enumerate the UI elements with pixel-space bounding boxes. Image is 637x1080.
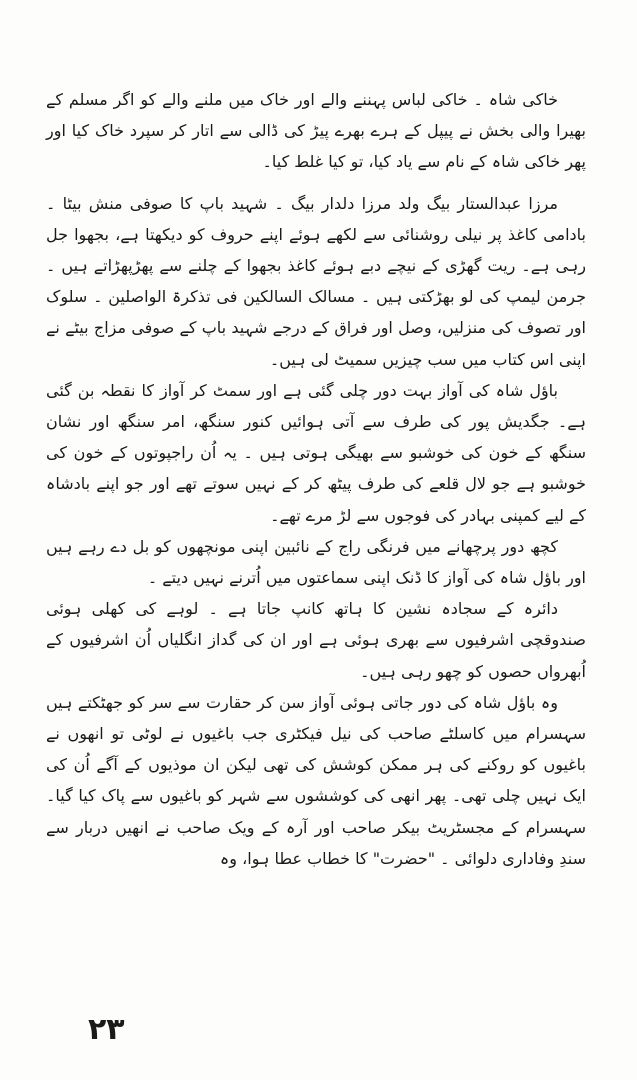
body-text bbox=[46, 84, 586, 874]
paragraph: کچھ دور پرچھانے میں فرنگی راج کے نائبین اپنی مونچھوں کو بل دے رہے ہیں اور باؤل شاہ کی آواز کا ڈنک اپنی سماعتوں میں اُترنے نہیں دیتے ۔ bbox=[46, 536, 586, 588]
paragraph: خاکی شاہ ۔ خاکی لباس پہننے والے اور خاک میں ملنے والے کو اگر مسلم کے بھیرا والی بخش نے پیپل کے ہرے بھرے پیڑ کی ڈالی سے اتار کر سپرد خاک کیا اور پھر خاکی شاہ کے نام سے یاد کیا، تو کیا غلط کیا۔ bbox=[46, 90, 586, 172]
paragraph: دائرہ کے سجادہ نشین کا ہاتھ کانپ جاتا ہے ۔ لوہے کی کھلی ہوئی صندوقچی اشرفیوں سے بھری ہوئی ہے اور ان کی گداز انگلیاں اُن اشرفیوں کے اُبھرواں حصوں کو چھو رہی ہیں۔ bbox=[46, 599, 586, 681]
paragraph: مرزا عبدالستار بیگ ولد مرزا دلدار بیگ ۔ شہید باپ کا صوفی منش بیٹا ۔ بادامی کاغذ پر نیلی روشنائی سے لکھے ہوئے اپنے حروف کو دیکھتا ہے، بجھوا جل رہی ہے۔ ریت گھڑی کے نیچے دبے ہوئے کاغذ بجھوا کے چلنے سے پھڑپھڑاتے ہیں ۔ جرمن لیمپ کی لو بھڑکتی ہیں ۔ مسالک السالکین فی تذکرۃ الواصلین ۔ سلوک اور تصوف کی منزلیں، وصل اور فراق کے درجے شہید باپ کے صوفی مزاج بیٹے نے اپنی اس کتاب میں سب چیزیں سمیٹ لی ہیں۔ bbox=[46, 193, 586, 369]
paragraph: باؤل شاہ کی آواز بہت دور چلی گئی ہے اور سمٹ کر آواز کا نقطہ بن گئی ہے۔ جگدیش پور کی طرف سے آتی ہوائیں کنور سنگھ، امر سنگھ اور نشان سنگھ کے خون کی خوشبو سے بھیگی ہوتی ہیں ۔ یہ اُن راجپوتوں کے خون کی خوشبو ہے جو لال قلعے کی طرف پیٹھ کر کے نہیں سوتے تھے اور جو اپنے بادشاہ کے لیے کمپنی بہادر کی فوجوں سے لڑ مرے تھے۔ bbox=[46, 380, 586, 525]
paragraph: وہ باؤل شاہ کی دور جاتی ہوئی آواز سن کر حقارت سے سر کو جھٹکتے ہیں سہسرام میں کاسلٹے صاحب کی نیل فیکٹری جب باغیوں نے لوٹی تو انھوں نے باغیوں کو روکنے کی ہر ممکن کوشش کی تھی لیکن ان موذیوں کے آگے اُن کی ایک نہیں چلی تھی۔ پھر انھی کی کوششوں سے شہر کو باغیوں سے پاک کیا گیا۔ سہسرام کے مجسٹریٹ بیکر صاحب اور آرہ کے ویک صاحب نے انھیں دربار سے سندِ وفاداری دلوائی ۔ "حضرت" کا خطاب عطا ہوا، وہ bbox=[46, 692, 586, 868]
page-number: ۲۳ bbox=[88, 1012, 125, 1047]
